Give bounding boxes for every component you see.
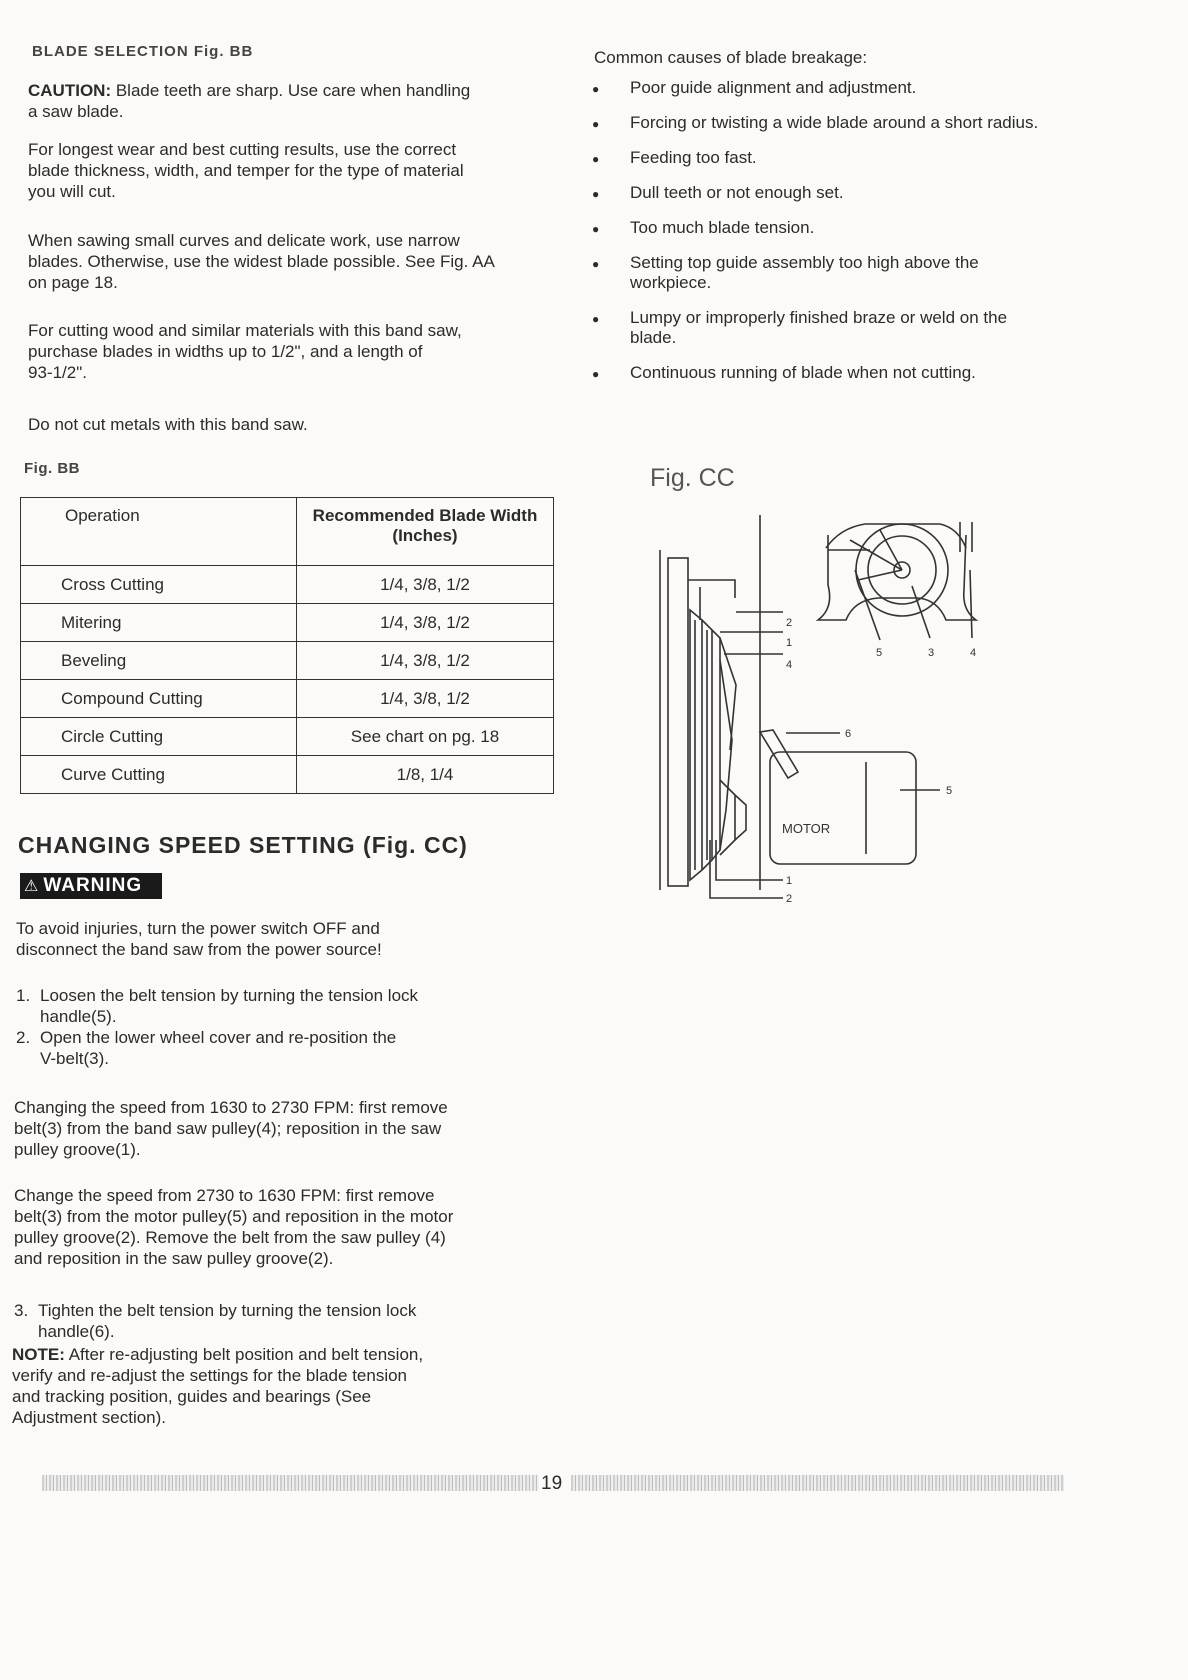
list-item-text: blade.	[630, 328, 677, 347]
list-item-text: Poor guide alignment and adjustment.	[630, 78, 917, 97]
motor-body	[770, 752, 916, 864]
step-text: Loosen the belt tension by turning the tension lock	[40, 986, 419, 1005]
bullet-icon: ●	[592, 187, 600, 201]
bullet-icon: ●	[592, 222, 600, 236]
paragraph-line: disconnect the band saw from the power source!	[16, 940, 382, 959]
paragraph-line: and reposition in the saw pulley groove(2).	[14, 1249, 334, 1268]
housing-top	[688, 580, 735, 598]
paragraph-line: verify and re-adjust the settings for the blade tension	[12, 1366, 408, 1385]
warning-text	[16, 918, 556, 960]
table-row	[21, 566, 554, 604]
paragraph-line: on page 18.	[28, 273, 118, 292]
list-item-text: Lumpy or improperly finished braze or weld on the	[630, 308, 1008, 327]
list-item	[592, 253, 1152, 293]
step-item	[16, 985, 556, 1027]
paragraph-speed-down	[14, 1185, 574, 1269]
note-line-1: After re-adjusting belt position and belt tension,	[68, 1345, 424, 1364]
cell-operation: Mitering	[21, 604, 297, 642]
list-item-text: Dull teeth or not enough set.	[630, 183, 844, 202]
header-blade-width	[297, 498, 554, 566]
list-item	[592, 78, 1152, 98]
cell-width: 1/4, 3/8, 1/2	[297, 680, 554, 718]
list-item-text: Continuous running of blade when not cutting.	[630, 363, 976, 382]
fig-bb-label: Fig. BB	[24, 460, 80, 477]
bullet-icon: ●	[592, 82, 600, 96]
paragraph-line: purchase blades in widths up to 1/2", and a length of	[28, 342, 423, 361]
callout-3: 3	[928, 647, 935, 659]
cell-operation: Circle Cutting	[21, 718, 297, 756]
callout-4: 4	[970, 647, 977, 659]
list-item	[592, 218, 1152, 238]
cell-operation: Beveling	[21, 642, 297, 680]
step-number: 2.	[16, 1028, 31, 1047]
page-number: 19	[541, 1473, 563, 1494]
caution-line-2: a saw blade.	[28, 102, 124, 121]
heading-changing-speed: CHANGING SPEED SETTING (Fig. CC)	[18, 832, 468, 858]
steps-list-2	[14, 1300, 554, 1342]
paragraph-small-curves	[28, 230, 568, 293]
bullet-icon: ●	[592, 367, 600, 381]
paragraph-line: blade thickness, width, and temper for the type of material	[28, 161, 464, 180]
step-text: handle(6).	[38, 1322, 115, 1341]
callout-5: 5	[876, 647, 883, 659]
cell-width: 1/4, 3/8, 1/2	[297, 642, 554, 680]
note-block	[12, 1344, 572, 1428]
paragraph-speed-up	[14, 1097, 574, 1160]
table-row	[21, 680, 554, 718]
paragraph-line: 93-1/2".	[28, 363, 87, 382]
breakage-title: Common causes of blade breakage:	[594, 48, 868, 67]
paragraph-line: and tracking position, guides and bearings (See	[12, 1387, 372, 1406]
paragraph-line: When sawing small curves and delicate work, use narrow	[28, 231, 460, 250]
header-blade-width-line2: (Inches)	[392, 526, 458, 545]
list-item	[592, 308, 1152, 348]
callout-5: 5	[946, 785, 953, 797]
list-item-text: Feeding too fast.	[630, 148, 757, 167]
cell-operation: Cross Cutting	[21, 566, 297, 604]
caution-line-1: Blade teeth are sharp. Use care when handling	[115, 81, 471, 100]
leader-line	[855, 570, 880, 640]
paragraph-line: To avoid injuries, turn the power switch OFF and	[16, 919, 380, 938]
list-item	[592, 148, 1152, 168]
paragraph-line: belt(3) from the band saw pulley(4); reposition in the saw	[14, 1119, 442, 1138]
table-row	[21, 642, 554, 680]
paragraph-line: blades. Otherwise, use the widest blade possible. See Fig. AA	[28, 252, 495, 271]
footer-bar-left	[42, 1475, 539, 1491]
list-item	[592, 363, 1152, 383]
list-item-text: Setting top guide assembly too high above the	[630, 253, 979, 272]
motor-pulley	[720, 780, 746, 855]
v-belt	[720, 660, 732, 850]
cell-width: 1/8, 1/4	[297, 756, 554, 794]
paragraph-line: belt(3) from the motor pulley(5) and reposition in the motor	[14, 1207, 454, 1226]
paragraph-line: For longest wear and best cutting results, use the correct	[28, 140, 457, 159]
bullet-icon: ●	[592, 152, 600, 166]
paragraph-longest-wear	[28, 139, 568, 202]
callout-2: 2	[786, 617, 793, 629]
steps-list-1	[16, 985, 556, 1069]
paragraph-line: Changing the speed from 1630 to 2730 FPM: first remove	[14, 1098, 448, 1117]
caution-label: CAUTION:	[28, 81, 112, 100]
breakage-list	[592, 78, 1152, 383]
table-row	[21, 756, 554, 794]
cell-operation: Compound Cutting	[21, 680, 297, 718]
cell-operation: Curve Cutting	[21, 756, 297, 794]
tension-lock-handle	[760, 730, 798, 778]
saw-pulley	[690, 610, 720, 880]
bullet-icon: ●	[592, 257, 600, 271]
note-label: NOTE:	[12, 1345, 65, 1364]
paragraph-line: For cutting wood and similar materials with this band saw,	[28, 321, 462, 340]
footer-bar-right	[571, 1475, 1064, 1491]
step-text: V-belt(3).	[40, 1049, 109, 1068]
list-item-text: Forcing or twisting a wide blade around a short radius.	[630, 113, 1039, 132]
motor-label: MOTOR	[782, 821, 831, 836]
bullet-icon: ●	[592, 312, 600, 326]
cell-width: 1/4, 3/8, 1/2	[297, 604, 554, 642]
paragraph-line: pulley groove(1).	[14, 1140, 141, 1159]
step-number: 3.	[14, 1301, 29, 1320]
list-item-text: workpiece.	[630, 273, 712, 292]
warning-label: WARNING	[43, 875, 143, 896]
fig-cc-pulley-diagram	[640, 510, 1100, 920]
paragraph-line: Change the speed from 2730 to 1630 FPM: first remove	[14, 1186, 435, 1205]
wheel-cover-view	[818, 522, 976, 620]
list-item	[592, 113, 1152, 133]
caution-block	[28, 80, 568, 122]
list-item-text: Too much blade tension.	[630, 218, 815, 237]
callout-1: 1	[786, 875, 793, 887]
callout-1: 1	[786, 637, 793, 649]
callout-6: 6	[845, 728, 852, 740]
step-text: handle(5).	[40, 1007, 117, 1026]
paragraph-wood-cutting	[28, 320, 568, 383]
paragraph-line: Adjustment section).	[12, 1408, 167, 1427]
table-row	[21, 718, 554, 756]
list-item	[592, 183, 1152, 203]
header-blade-width-line1: Recommended Blade Width	[312, 506, 538, 525]
step-item	[16, 1027, 556, 1069]
step-text: Tighten the belt tension by turning the tension lock	[38, 1301, 417, 1320]
cell-width: 1/4, 3/8, 1/2	[297, 566, 554, 604]
step-item	[14, 1300, 554, 1342]
fig-cc-label: Fig. CC	[650, 464, 735, 492]
table-row	[21, 604, 554, 642]
step-number: 1.	[16, 986, 31, 1005]
cell-width: See chart on pg. 18	[297, 718, 554, 756]
table-header-row	[21, 498, 554, 566]
step-text: Open the lower wheel cover and re-position the	[40, 1028, 397, 1047]
blade-width-table	[20, 497, 554, 794]
callout-2: 2	[786, 893, 793, 905]
paragraph-line: pulley groove(2). Remove the belt from the saw pulley (4)	[14, 1228, 446, 1247]
paragraph-no-metal: Do not cut metals with this band saw.	[28, 415, 308, 434]
callout-4: 4	[786, 659, 793, 671]
paragraph-line: you will cut.	[28, 182, 116, 201]
header-operation: Operation	[21, 498, 297, 566]
saw-frame-outer	[668, 558, 688, 886]
warning-badge	[20, 873, 162, 899]
leader-line	[970, 570, 972, 638]
warning-triangle-icon: ⚠	[24, 878, 40, 895]
section-header-blade-selection: BLADE SELECTION Fig. BB	[32, 43, 254, 60]
bullet-icon: ●	[592, 117, 600, 131]
